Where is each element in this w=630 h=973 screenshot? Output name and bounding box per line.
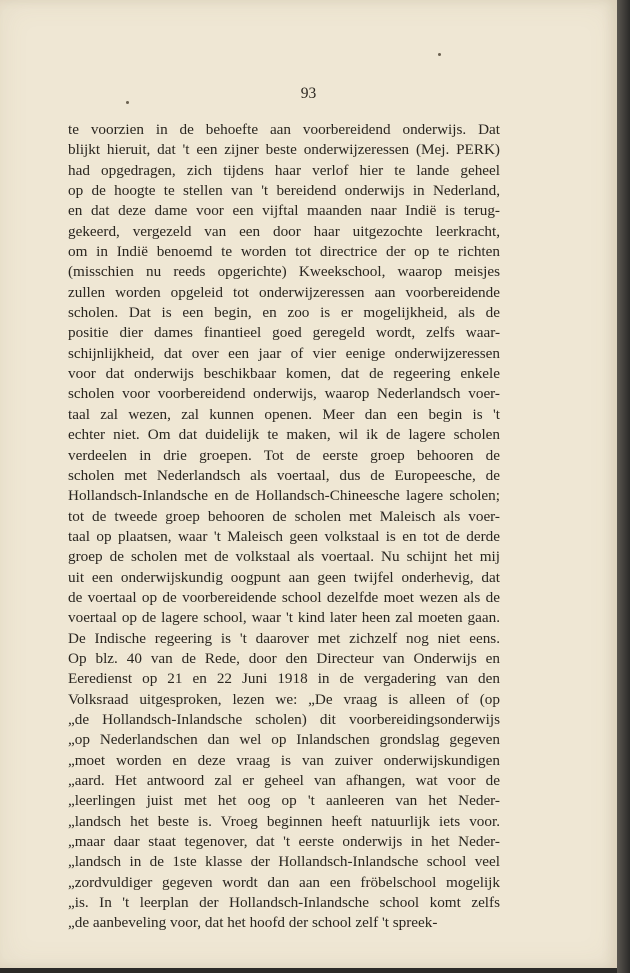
text-line: groep de scholen met de volkstaal als voertaal. Nu schijnt het mij	[68, 548, 500, 566]
text-line: de voertaal op de voorbereidende school dezelfde moet wezen als de	[68, 588, 500, 606]
text-line: positie dier dames finantieel goed geregeld wordt, zelfs waar-	[68, 324, 500, 342]
text-line: om in Indië benoemd te worden tot directrice der op te richten	[68, 243, 500, 261]
ink-speck	[438, 53, 441, 56]
text-line: „de Hollandsch-Inlandsche scholen) dit voorbereidingsonderwijs	[68, 710, 500, 728]
text-line: Eeredienst op 21 en 22 Juni 1918 in de vergadering van den	[68, 670, 500, 688]
text-line: scholen. Dat is een begin, en zoo is er mogelijkheid, als de	[68, 304, 500, 322]
text-line: blijkt hieruit, dat 't een zijner beste onderwijzeressen (Mej. PERK)	[68, 141, 500, 159]
text-line: „is. In 't leerplan der Hollandsch-Inlandsche school komt zelfs	[68, 894, 500, 912]
page-edge-shadow	[617, 0, 630, 973]
text-line: „op Nederlandschen dan wel op Inlandschen grondslag gegeven	[68, 731, 500, 749]
text-line: zullen worden opgeleid tot onderwijzeressen aan voorbereidende	[68, 283, 500, 301]
text-line: en dat deze dame voor een vijftal maanden naar Indië is terug-	[68, 202, 500, 220]
text-line: „landsch in de 1ste klasse der Hollandsch-Inlandsche school veel	[68, 853, 500, 871]
text-line: uit een onderwijskundig oogpunt aan geen twijfel onderhevig, dat	[68, 568, 500, 586]
text-line: gekeerd, vergezeld van een door haar uitgezochte leerkracht,	[68, 222, 500, 240]
text-line: op de hoogte te stellen van 't bereidend onderwijs in Nederland,	[68, 182, 500, 200]
text-line: „de aanbeveling voor, dat het hoofd der school zelf 't spreek-	[68, 914, 438, 932]
text-line: had opgedragen, zich tijdens haar verlof hier te lande geheel	[68, 161, 500, 179]
text-line: voertaal op de lagere school, waar 't kind later heen zal moeten gaan.	[68, 609, 500, 627]
text-line: verdeelen in drie groepen. Tot de eerste groep behooren de	[68, 446, 500, 464]
page-number: 93	[300, 85, 317, 102]
text-line: „landsch het beste is. Vroeg beginnen heeft natuurlijk iets voor.	[68, 812, 500, 830]
text-line: Volksraad uitgesproken, lezen we: „De vraag is alleen of (op	[68, 690, 500, 708]
text-line: taal zal wezen, zal kunnen openen. Meer dan een begin is 't	[68, 405, 500, 423]
text-line: scholen voor voorbereidend onderwijs, waarop Nederlandsch voer-	[68, 385, 500, 403]
text-line: tot de tweede groep behooren de scholen met Maleisch als voer-	[68, 507, 500, 525]
text-line: schijnlijkheid, dat over een jaar of vier eenige onderwijzeressen	[68, 344, 500, 362]
body-text	[68, 120, 500, 934]
text-line: „moet worden en deze vraag is van zuiver onderwijskundigen	[68, 751, 500, 769]
text-line: De Indische regeering is 't daarover met zichzelf nog niet eens.	[68, 629, 500, 647]
text-line: „maar daar staat tegenover, dat 't eerste onderwijs in het Neder-	[68, 833, 500, 851]
text-line: „leerlingen juist met het oog op 't aanleeren van het Neder-	[68, 792, 500, 810]
text-line: te voorzien in de behoefte aan voorbereidend onderwijs. Dat	[68, 121, 500, 138]
text-line: Op blz. 40 van de Rede, door den Directeur van Onderwijs en	[68, 649, 500, 667]
text-line: „aard. Het antwoord zal er geheel van afhangen, wat voor de	[68, 772, 500, 789]
text-line: scholen met Nederlandsch als voertaal, dus de Europeesche, de	[68, 466, 500, 484]
text-line: (misschien nu reeds opgerichte) Kweekschool, waarop meisjes	[68, 263, 500, 281]
text-line: taal op plaatsen, waar 't Maleisch geen volkstaal is en tot de derde	[68, 527, 500, 545]
text-line: Hollandsch-Inlandsche en de Hollandsch-Chineesche lagere scholen;	[68, 487, 500, 505]
text-line: echter niet. Om dat duidelijk te maken, wil ik de lagere scholen	[68, 426, 500, 444]
text-line: voor dat onderwijs beschikbaar komen, dat de regeering enkele	[68, 365, 500, 383]
text-line: „zordvuldiger gegeven wordt dan aan een fröbelschool mogelijk	[68, 873, 500, 891]
